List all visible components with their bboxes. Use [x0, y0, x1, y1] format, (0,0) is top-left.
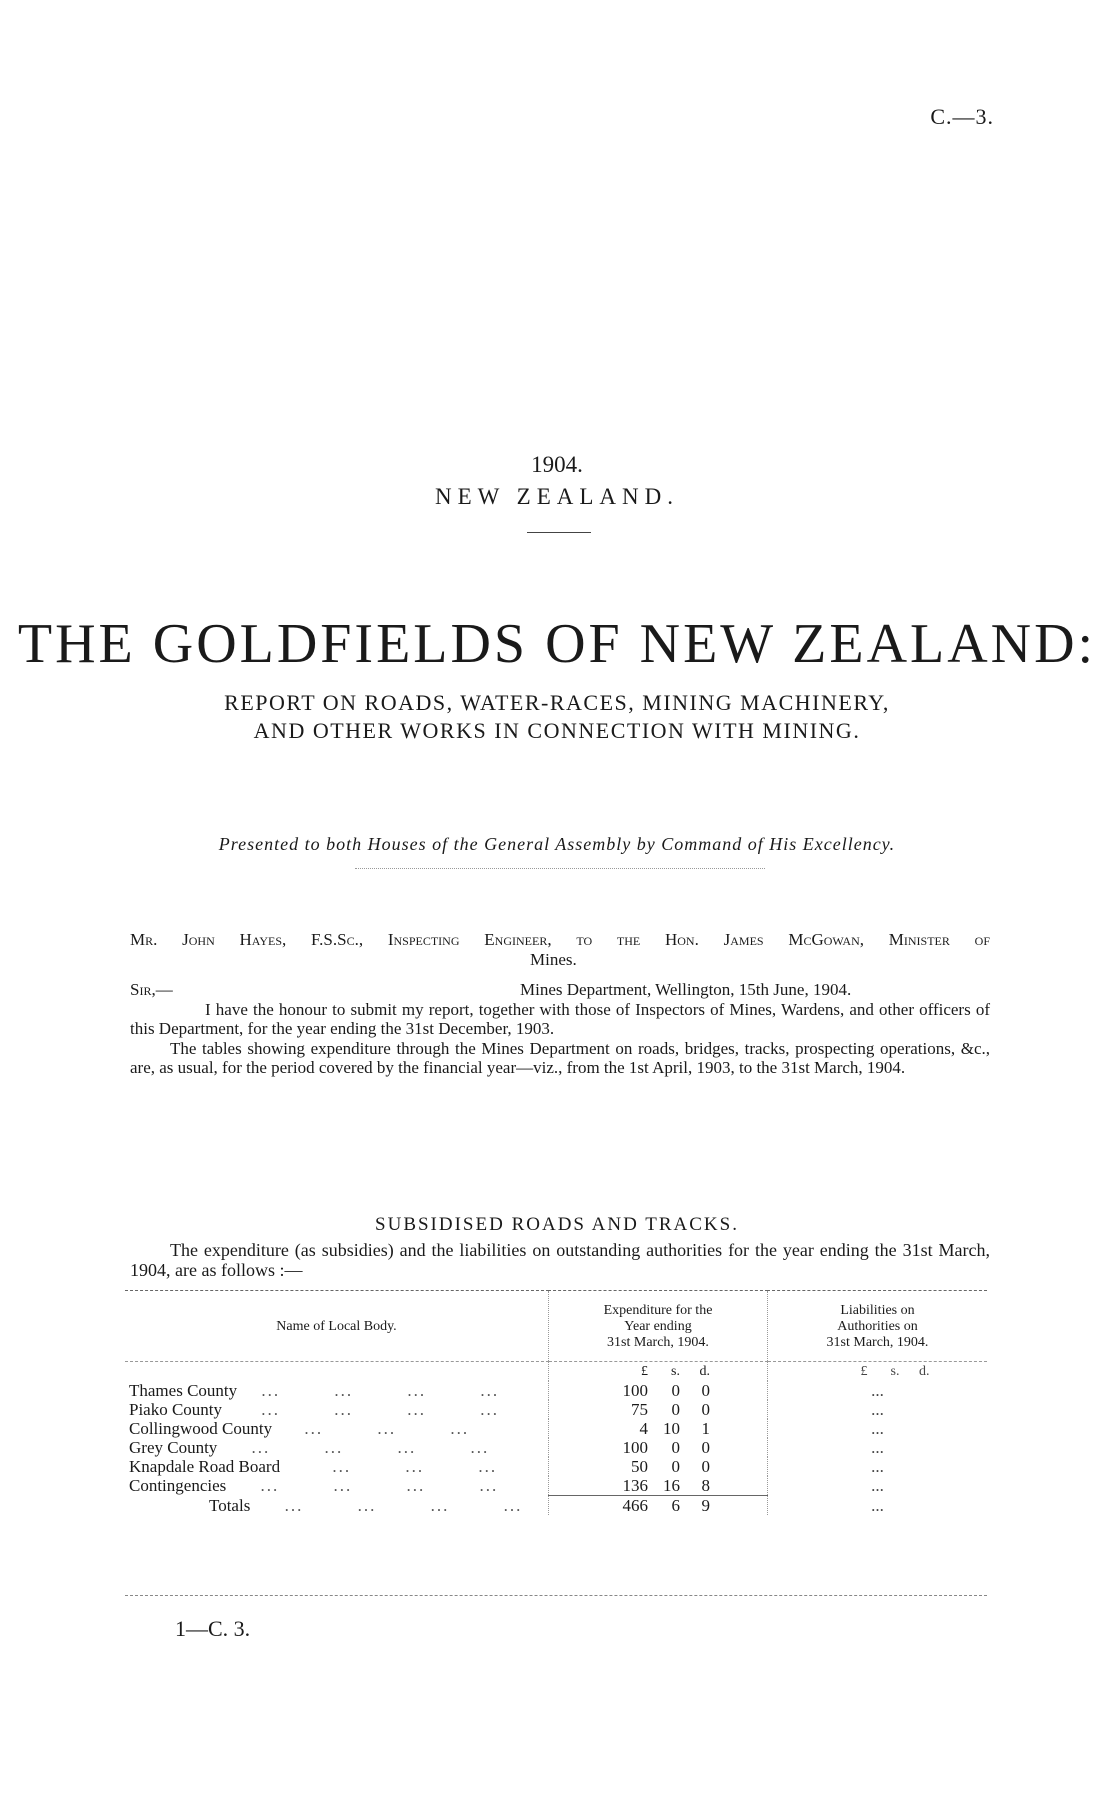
table-row: Knapdale Road Board ... ... ... 50 0 0 ... — [125, 1457, 987, 1476]
letter-address-continued: Mines. — [530, 950, 577, 969]
table-row: Contingencies ... ... ... ... 136 16 8 ... — [125, 1476, 987, 1496]
table-row: Piako County ... ... ... ... 75 0 0 ... — [125, 1400, 987, 1419]
subsidies-table — [125, 1290, 987, 1515]
table-row: Grey County ... ... ... ... 100 0 0 ... — [125, 1438, 987, 1457]
letter-dept-line: Mines Department, Wellington, 15th June, 1904. — [520, 980, 852, 999]
letter-paragraph-2: The tables showing expenditure through the Mines Department on roads, bridges, tracks, prospecting operations, &c., are, as usual, for the period covered by the financial year—viz., from the 1st April, 1903, to the 31st March, 1904. — [130, 1039, 990, 1077]
section-heading: SUBSIDISED ROADS AND TRACKS. — [375, 1214, 739, 1235]
table-row: Collingwood County ... ... ... 4 10 1 ... — [125, 1419, 987, 1438]
letter-salutation: Sir,— — [130, 980, 173, 999]
main-title: THE GOLDFIELDS OF NEW ZEALAND: — [17, 613, 1097, 675]
title-divider — [527, 532, 591, 533]
header-expenditure: Expenditure for the Year ending 31st March, 1904. — [549, 1291, 768, 1362]
section-intro: The expenditure (as subsidies) and the liabilities on outstanding authorities for the year ending the 31st March, 1904, are as follows :— — [130, 1240, 990, 1280]
letter-address: Mr. John Hayes, F.S.Sc., Inspecting Engineer, to the Hon. James McGowan, Minister of — [130, 930, 990, 949]
presented-line: Presented to both Houses of the General Assembly by Command of His Excellency. — [218, 834, 896, 854]
header-liabilities: Liabilities on Authorities on 31st March, 1904. — [768, 1291, 988, 1362]
document-year: 1904. — [531, 452, 583, 477]
document-country: NEW ZEALAND. — [434, 484, 680, 509]
page-footer: 1—C. 3. — [175, 1616, 251, 1641]
presented-rule — [355, 868, 765, 869]
table-row: Thames County ... ... ... ... 100 0 0 ... — [125, 1381, 987, 1400]
document-reference: C.—3. — [930, 104, 994, 129]
units-row: £ s. d. £ s. d. — [125, 1362, 987, 1382]
subtitle-line-2: AND OTHER WORKS IN CONNECTION WITH MINING. — [253, 718, 861, 743]
totals-row: Totals ... ... ... ... 466 6 9 ... — [125, 1496, 987, 1516]
subtitle-line-1: REPORT ON ROADS, WATER-RACES, MINING MACHINERY, — [224, 690, 890, 715]
letter-paragraph-1: I have the honour to submit my report, together with those of Inspectors of Mines, Wardens, and other officers of this Department, for the year ending the 31st December, 1903. — [130, 1000, 990, 1038]
table-bottom-rule — [125, 1595, 987, 1596]
header-name: Name of Local Body. — [125, 1291, 549, 1362]
